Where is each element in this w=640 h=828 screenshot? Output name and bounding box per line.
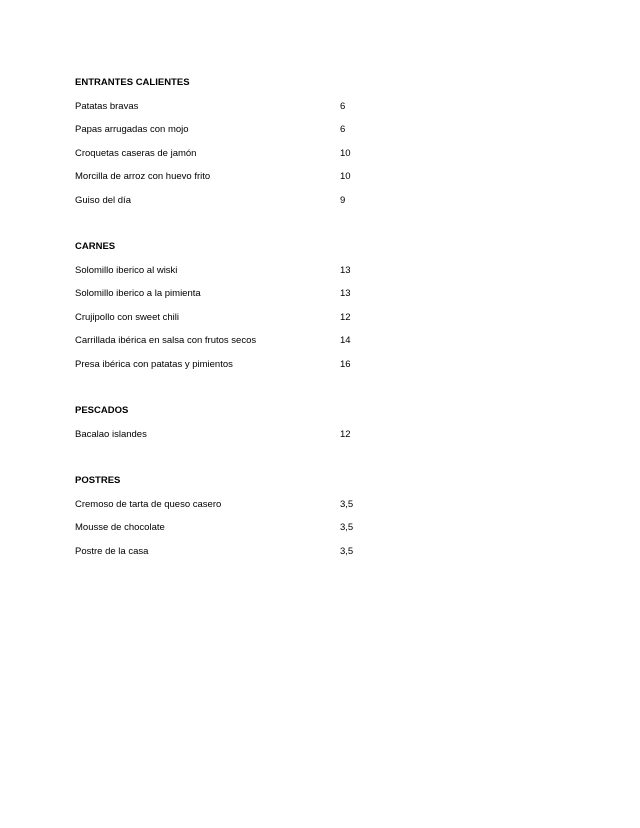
- item-price: 3,5: [340, 522, 354, 533]
- menu-item: [75, 334, 375, 358]
- item-price: 10: [340, 147, 351, 159]
- item-price: 3,5: [340, 498, 354, 510]
- item-name: Cremoso de tarta de queso casero: [75, 498, 222, 510]
- item-name: Carrillada ibérica en salsa con frutos secos: [75, 335, 257, 346]
- item-price: 13: [340, 288, 351, 299]
- section-title: CARNES: [75, 241, 116, 252]
- item-price: 3,5: [340, 545, 354, 557]
- item-name: Guiso del día: [75, 194, 131, 206]
- menu-item: [75, 123, 375, 147]
- item-name: Croquetas caseras de jamón: [75, 147, 197, 159]
- section-postres: [75, 474, 375, 568]
- item-price: 6: [340, 124, 346, 135]
- section-title: ENTRANTES CALIENTES: [75, 77, 190, 88]
- menu-item: [75, 170, 375, 194]
- section-title: POSTRES: [75, 475, 121, 486]
- menu-item: [75, 358, 375, 382]
- section-title: PESCADOS: [75, 405, 129, 416]
- item-name: Papas arrugadas con mojo: [75, 124, 189, 135]
- item-price: 9: [340, 194, 346, 206]
- menu-item: [75, 428, 375, 452]
- item-price: 16: [340, 358, 351, 370]
- menu-item: [75, 194, 375, 218]
- section-carnes: [75, 240, 375, 381]
- item-name: Presa ibérica con patatas y pimientos: [75, 358, 233, 370]
- menu-item: [75, 545, 375, 569]
- item-price: 10: [340, 171, 351, 182]
- menu-item: [75, 287, 375, 311]
- item-price: 12: [340, 428, 351, 440]
- menu-item: [75, 311, 375, 335]
- item-name: Morcilla de arroz con huevo frito: [75, 171, 211, 182]
- menu-document: [75, 76, 375, 568]
- item-name: Mousse de chocolate: [75, 522, 165, 533]
- item-price: 12: [340, 311, 351, 323]
- item-name: Bacalao islandes: [75, 428, 147, 440]
- item-name: Postre de la casa: [75, 545, 149, 557]
- menu-item: [75, 147, 375, 171]
- item-price: 6: [340, 100, 346, 112]
- item-price: 13: [340, 264, 351, 276]
- menu-item: [75, 521, 375, 545]
- item-name: Solomillo iberico a la pimienta: [75, 288, 201, 299]
- section-entrantes-calientes: [75, 76, 375, 217]
- item-name: Crujipollo con sweet chili: [75, 311, 180, 323]
- menu-item: [75, 498, 375, 522]
- item-name: Solomillo iberico al wiski: [75, 264, 178, 276]
- menu-item: [75, 264, 375, 288]
- menu-item: [75, 100, 375, 124]
- item-name: Patatas bravas: [75, 100, 139, 112]
- section-pescados: [75, 404, 375, 451]
- item-price: 14: [340, 335, 351, 346]
